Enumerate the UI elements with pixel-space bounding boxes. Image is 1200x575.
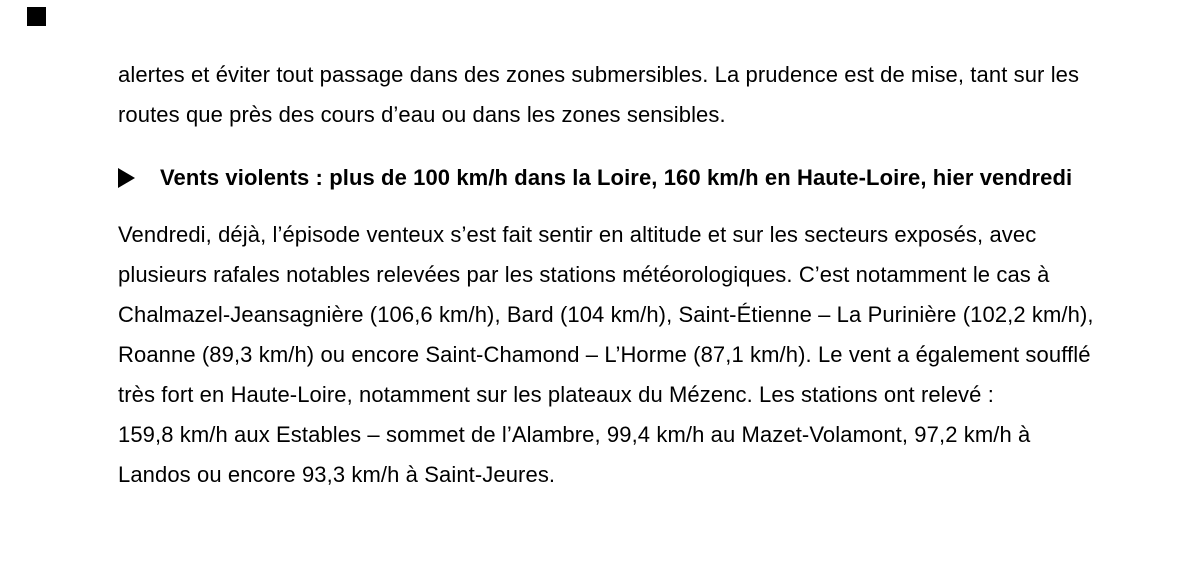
text-line: très fort en Haute-Loire, notamment sur les plateaux du Mézenc. Les stations ont relevé : [118,382,994,407]
text-line: plusieurs rafales notables relevées par les stations météorologiques. C’est notamment le cas à [118,262,1050,287]
black-square-marker [27,7,46,26]
text-line: Landos ou encore 93,3 km/h à Saint-Jeures. [118,462,556,487]
section-heading-text: Vents violents : plus de 100 km/h dans la Loire, 160 km/h en Haute-Loire, hier vendredi [160,165,1073,190]
text-line: alertes et éviter tout passage dans des zones submersibles. La prudence est de mise, tant sur les [118,62,1080,87]
text-line: Chalmazel-Jeansagnière (106,6 km/h), Bard (104 km/h), Saint-Étienne – La Purinière (102,2 km/h), [118,302,1094,327]
text-line: Vendredi, déjà, l’épisode venteux s’est fait sentir en altitude et sur les secteurs exposés, avec [118,222,1037,247]
paragraph-wind-measurements [118,215,1094,495]
section-heading-vents-violents [118,158,1072,198]
paragraph-flood-warning [118,55,1079,135]
triangle-bullet-icon [118,168,135,188]
text-line: Roanne (89,3 km/h) ou encore Saint-Chamond – L’Horme (87,1 km/h). Le vent a également soufflé [118,342,1091,367]
text-line: 159,8 km/h aux Estables – sommet de l’Alambre, 99,4 km/h au Mazet-Volamont, 97,2 km/h à [118,422,1031,447]
text-line: routes que près des cours d’eau ou dans les zones sensibles. [118,102,726,127]
